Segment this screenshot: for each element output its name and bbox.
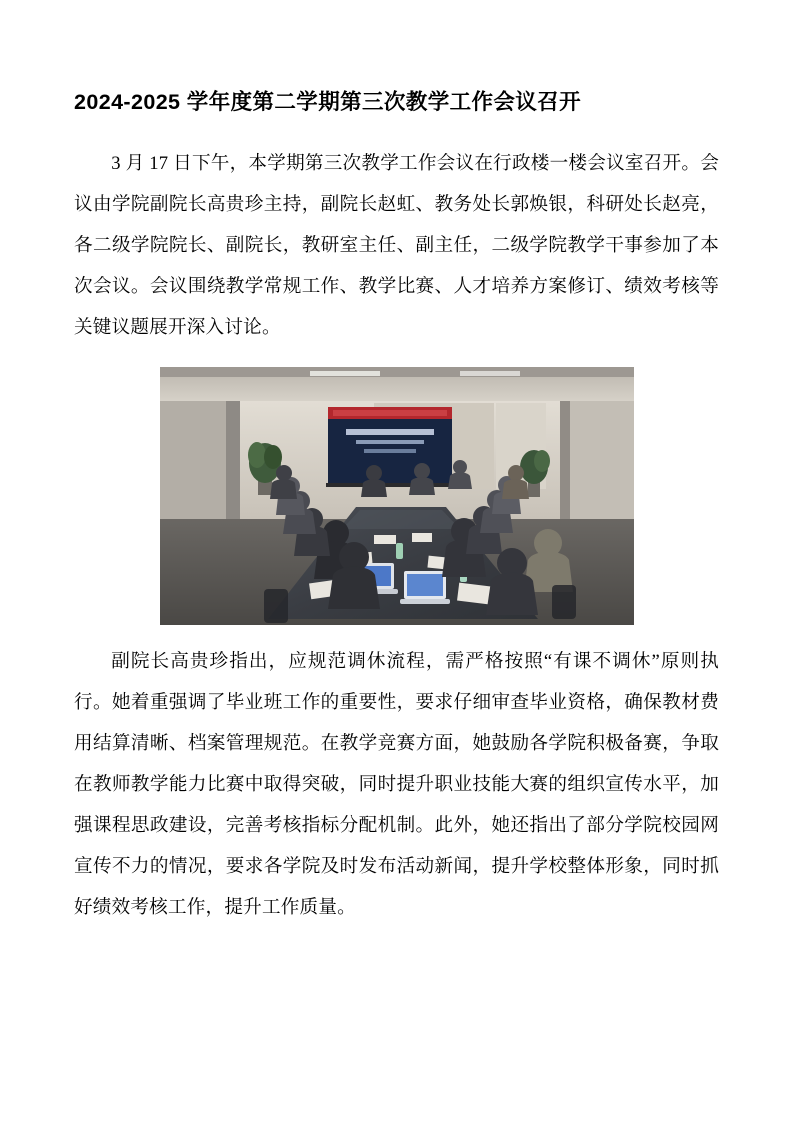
meeting-photo [160, 367, 634, 625]
paragraph-1: 3 月 17 日下午，本学期第三次教学工作会议在行政楼一楼会议室召开。会议由学院副院长高贵珍主持，副院长赵虹、教务处长郭焕银，科研处长赵亮，各二级学院院长、副院长，教研室主任、副主任，二级学院教学干事参加了本次会议。会议围绕教学常规工作、教学比赛、人才培养方案修订、绩效考核等关键议题展开深入讨论。 [74, 153, 719, 339]
paragraph-2: 副院长高贵珍指出，应规范调休流程，需严格按照“有课不调休”原则执行。她着重强调了毕业班工作的重要性，要求仔细审查毕业资格，确保教材费用结算清晰、档案管理规范。在教学竞赛方面，她鼓励各学院积极备赛，争取在教师教学能力比赛中取得突破，同时提升职业技能大赛的组织宣传水平，加强课程思政建设，完善考核指标分配机制。此外，她还指出了部分学院校园网宣传不力的情况，要求各学院及时发布活动新闻，提升学校整体形象，同时抓好绩效考核工作，提升工作质量。 [74, 651, 719, 919]
figure-meeting-photo [74, 367, 719, 625]
page-title: 2024-2025 学年度第二学期第三次教学工作会议召开 [74, 90, 581, 114]
